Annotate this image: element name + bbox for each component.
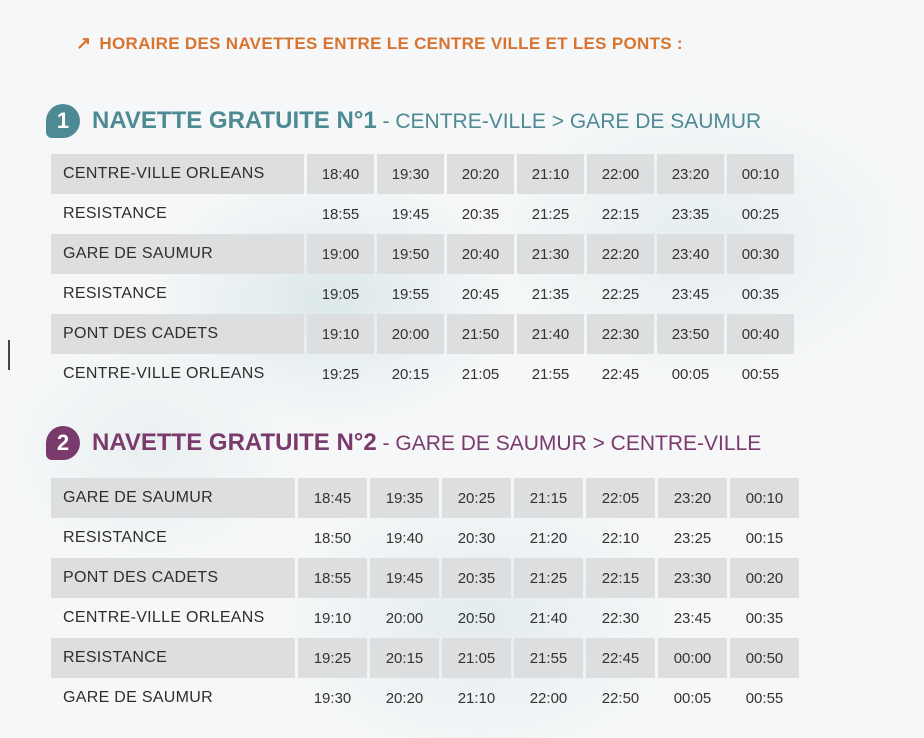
time-cell: 20:45 [461, 285, 500, 303]
time-cell: 18:45 [298, 478, 367, 518]
time-cell: 22:00 [587, 154, 654, 194]
table-row [51, 518, 799, 558]
time-cell: 21:05 [442, 638, 511, 678]
schedule-table-1 [48, 154, 797, 394]
time-cell: 00:40 [727, 314, 794, 354]
time-cell: 22:00 [529, 689, 568, 707]
time-cell: 19:25 [298, 638, 367, 678]
time-cell: 21:35 [531, 285, 570, 303]
time-cell: 00:35 [741, 285, 780, 303]
edge-mark [8, 340, 10, 370]
stop-name-cell: RESISTANCE [63, 529, 168, 546]
time-cell: 23:50 [657, 314, 724, 354]
time-cell: 19:05 [321, 285, 360, 303]
time-cell: 23:45 [673, 609, 712, 627]
stop-name-cell: RESISTANCE [63, 285, 168, 302]
time-cell: 21:25 [514, 558, 583, 598]
time-cell: 20:35 [461, 205, 500, 223]
time-cell: 22:15 [601, 205, 640, 223]
stop-name-cell: RESISTANCE [51, 638, 295, 678]
time-cell: 20:00 [385, 609, 424, 627]
time-cell: 21:30 [517, 234, 584, 274]
time-cell: 21:20 [529, 529, 568, 547]
time-cell: 22:30 [601, 609, 640, 627]
time-cell: 00:05 [673, 689, 712, 707]
table-row [51, 194, 794, 234]
stop-name-cell: PONT DES CADETS [51, 558, 295, 598]
time-cell: 19:45 [391, 205, 430, 223]
time-cell: 23:30 [658, 558, 727, 598]
time-cell: 21:15 [514, 478, 583, 518]
time-cell: 20:30 [457, 529, 496, 547]
time-cell: 18:55 [298, 558, 367, 598]
time-cell: 20:20 [385, 689, 424, 707]
arrow-up-right-icon: ↗ [76, 33, 92, 53]
time-cell: 21:25 [531, 205, 570, 223]
page-header [76, 33, 683, 54]
section-number-badge: 2 [46, 426, 80, 460]
time-cell: 18:50 [313, 529, 352, 547]
section-1-title [46, 104, 761, 138]
time-cell: 21:55 [514, 638, 583, 678]
time-cell: 19:55 [391, 285, 430, 303]
time-cell: 21:05 [461, 365, 500, 383]
time-cell: 22:10 [601, 529, 640, 547]
table-row [51, 154, 794, 194]
time-cell: 23:45 [671, 285, 710, 303]
time-cell: 21:10 [457, 689, 496, 707]
table-row [51, 354, 794, 394]
time-cell: 19:10 [307, 314, 374, 354]
stop-name-cell: CENTRE-VILLE ORLEANS [51, 154, 304, 194]
header-text: HORAIRE DES NAVETTES ENTRE LE CENTRE VILLE ET LES PONTS : [99, 33, 683, 53]
time-cell: 19:25 [321, 365, 360, 383]
time-cell: 21:40 [529, 609, 568, 627]
time-cell: 20:15 [370, 638, 439, 678]
time-cell: 22:20 [587, 234, 654, 274]
time-cell: 22:45 [601, 365, 640, 383]
time-cell: 22:30 [587, 314, 654, 354]
time-cell: 19:10 [313, 609, 352, 627]
time-cell: 00:15 [745, 529, 784, 547]
table-row [51, 558, 799, 598]
time-cell: 19:00 [307, 234, 374, 274]
time-cell: 23:40 [657, 234, 724, 274]
time-cell: 22:15 [586, 558, 655, 598]
table-row [51, 234, 794, 274]
section-subtitle: - GARE DE SAUMUR > CENTRE-VILLE [376, 432, 762, 455]
time-cell: 20:15 [391, 365, 430, 383]
time-cell: 21:10 [517, 154, 584, 194]
time-cell: 20:40 [447, 234, 514, 274]
time-cell: 19:45 [370, 558, 439, 598]
time-cell: 00:55 [741, 365, 780, 383]
time-cell: 00:00 [658, 638, 727, 678]
time-cell: 00:25 [741, 205, 780, 223]
stop-name-cell: CENTRE-VILLE ORLEANS [63, 609, 265, 626]
time-cell: 23:20 [658, 478, 727, 518]
time-cell: 21:50 [447, 314, 514, 354]
table-row [51, 678, 799, 718]
time-cell: 19:50 [377, 234, 444, 274]
table-row [51, 598, 799, 638]
table-row [51, 638, 799, 678]
time-cell: 00:50 [730, 638, 799, 678]
section-title-bold: NAVETTE GRATUITE N°2 [92, 429, 377, 456]
time-cell: 23:25 [673, 529, 712, 547]
time-cell: 20:00 [377, 314, 444, 354]
time-cell: 18:55 [321, 205, 360, 223]
time-cell: 20:20 [447, 154, 514, 194]
time-cell: 21:40 [517, 314, 584, 354]
time-cell: 00:10 [730, 478, 799, 518]
stop-name-cell: GARE DE SAUMUR [51, 478, 295, 518]
time-cell: 19:30 [377, 154, 444, 194]
time-cell: 22:05 [586, 478, 655, 518]
time-cell: 18:40 [307, 154, 374, 194]
time-cell: 22:50 [601, 689, 640, 707]
time-cell: 00:10 [727, 154, 794, 194]
time-cell: 00:55 [745, 689, 784, 707]
time-cell: 00:35 [745, 609, 784, 627]
time-cell: 00:20 [730, 558, 799, 598]
stop-name-cell: GARE DE SAUMUR [51, 234, 304, 274]
schedule-table-2 [48, 478, 802, 718]
time-cell: 19:35 [370, 478, 439, 518]
table-row [51, 314, 794, 354]
time-cell: 19:30 [313, 689, 352, 707]
time-cell: 00:30 [727, 234, 794, 274]
table-row [51, 274, 794, 314]
time-cell: 22:45 [586, 638, 655, 678]
time-cell: 19:40 [385, 529, 424, 547]
section-number-badge: 1 [46, 104, 80, 138]
stop-name-cell: RESISTANCE [63, 205, 168, 222]
time-cell: 00:05 [671, 365, 710, 383]
time-cell: 20:25 [442, 478, 511, 518]
stop-name-cell: CENTRE-VILLE ORLEANS [63, 365, 265, 382]
stop-name-cell: PONT DES CADETS [51, 314, 304, 354]
section-2-title [46, 426, 761, 460]
table-row [51, 478, 799, 518]
time-cell: 23:20 [657, 154, 724, 194]
time-cell: 20:35 [442, 558, 511, 598]
time-cell: 21:55 [531, 365, 570, 383]
stop-name-cell: GARE DE SAUMUR [63, 689, 213, 706]
time-cell: 20:50 [457, 609, 496, 627]
section-subtitle: - CENTRE-VILLE > GARE DE SAUMUR [376, 110, 762, 133]
time-cell: 22:25 [601, 285, 640, 303]
time-cell: 23:35 [671, 205, 710, 223]
section-title-bold: NAVETTE GRATUITE N°1 [92, 107, 377, 134]
